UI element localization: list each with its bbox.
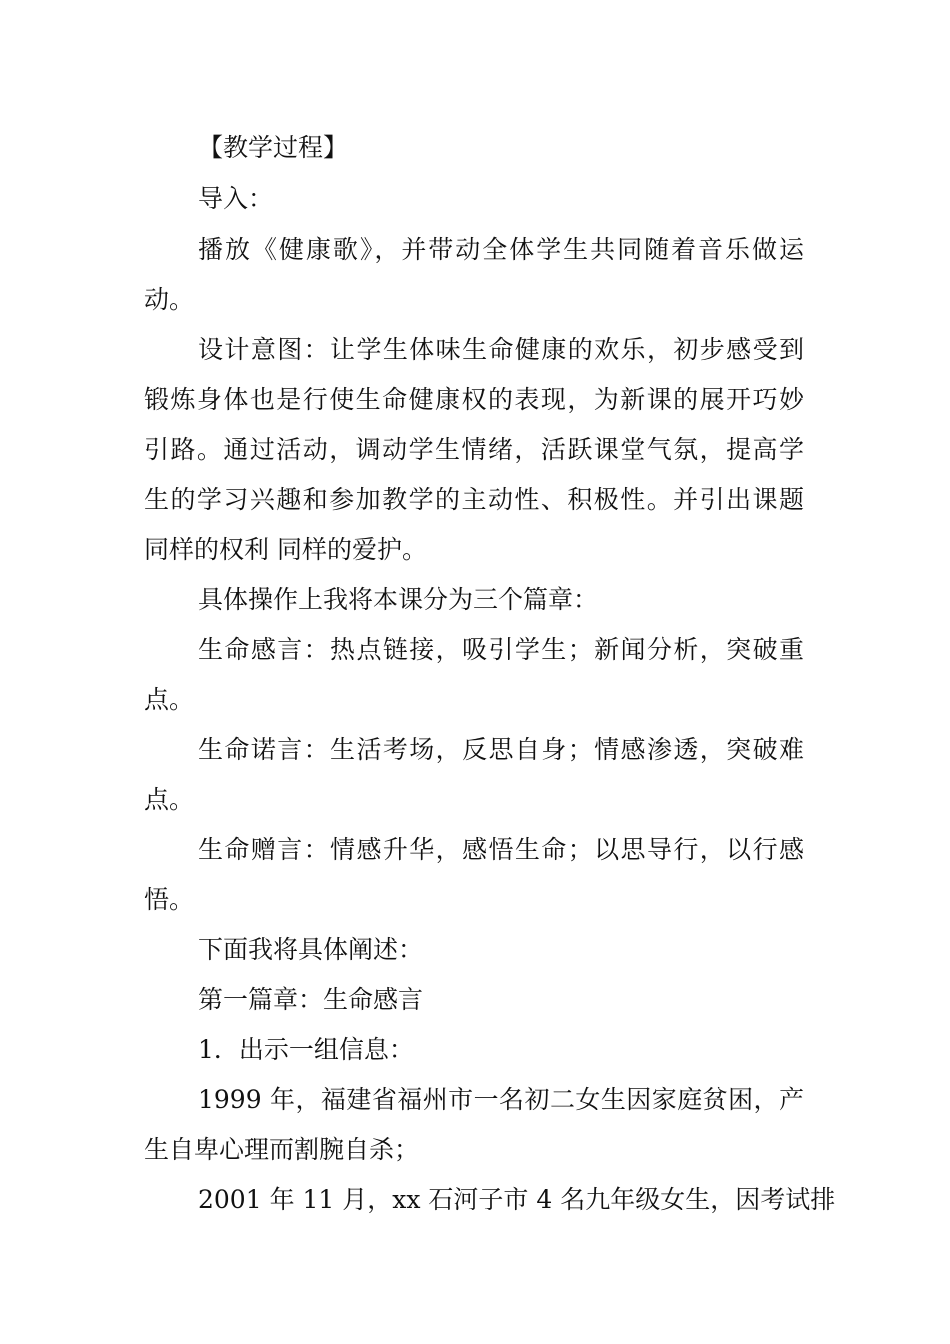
paragraph-line: 播放《健康歌》，并带动全体学生共同随着音乐做运 [198, 235, 804, 264]
paragraph-line: 生命诺言：生活考场，反思自身；情感渗透，突破难 [198, 735, 804, 764]
paragraph-line: 下面我将具体阐述： [198, 935, 424, 964]
paragraph-line: 生自卑心理而割腕自杀； [144, 1135, 420, 1164]
paragraph-line: 点。 [144, 785, 195, 814]
paragraph-line: 引路。通过活动，调动学生情绪，活跃课堂气氛，提高学 [144, 435, 804, 464]
paragraph-line: 生的学习兴趣和参加教学的主动性、积极性。并引出课题 [144, 485, 804, 514]
chapter-heading: 第一篇章：生命感言 [198, 985, 424, 1014]
paragraph-line: 1999 年，福建省福州市一名初二女生因家庭贫困，产 [198, 1085, 804, 1114]
paragraph-line: 生命感言：热点链接，吸引学生；新闻分析，突破重 [198, 635, 804, 664]
paragraph-line: 设计意图：让学生体味生命健康的欢乐，初步感受到 [198, 335, 804, 364]
list-item: 1．出示一组信息： [198, 1035, 414, 1064]
paragraph-intro-label: 导入： [198, 184, 274, 213]
paragraph-line: 生命赠言：情感升华，感悟生命；以思导行，以行感 [198, 835, 804, 864]
paragraph-line: 同样的权利 同样的爱护。 [144, 535, 427, 564]
paragraph-line: 悟。 [144, 885, 195, 914]
paragraph-line: 锻炼身体也是行使生命健康权的表现，为新课的展开巧妙 [144, 385, 804, 414]
section-heading: 【教学过程】 [198, 133, 349, 162]
paragraph-line: 动。 [144, 285, 195, 314]
paragraph-line: 点。 [144, 685, 195, 714]
paragraph-line: 具体操作上我将本课分为三个篇章： [198, 585, 599, 614]
paragraph-line: 2001 年 11 月，xx 石河子市 4 名九年级女生，因考试排 [198, 1185, 836, 1214]
